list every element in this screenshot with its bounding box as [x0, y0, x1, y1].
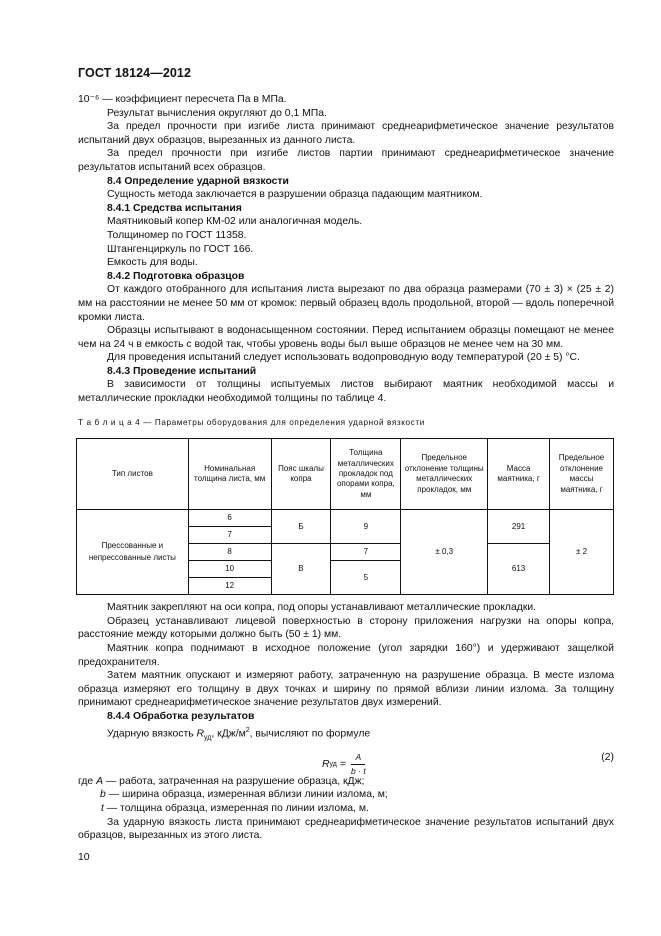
where-line	[78, 802, 614, 816]
pendulum-raising-paragraph: Маятник копра поднимают в исходное положение (угол зарядки 160°) и удерживают защелкой предохранителя.	[78, 643, 614, 668]
where-symbol: A	[96, 775, 103, 787]
section-8-4-2-heading: 8.4.2 Подготовка образцов	[107, 270, 245, 282]
intro-text: , кДж/м	[211, 728, 246, 740]
formula-lhs-subscript: уд	[329, 761, 337, 769]
column-header: Номинальная толщина листа, мм	[188, 439, 271, 510]
water-temperature-paragraph: Для проведения испытаний следует использовать водопроводную воду температурой (20 ± 5) °С.	[107, 352, 580, 364]
column-header: Тип листов	[77, 439, 189, 510]
table-caption: Т а б л и ц а 4 — Параметры оборудования для определения ударной вязкости	[78, 417, 425, 427]
shim-thickness-cell: 7	[331, 544, 401, 561]
where-line	[78, 788, 614, 802]
sheet-type-cell: Прессованные и непрессованные листы	[77, 510, 189, 595]
pendulum-mass-cell: 291	[488, 510, 550, 544]
pendulum-mass-cell: 613	[488, 544, 550, 595]
formula-lhs: R	[322, 759, 330, 771]
where-symbol: b	[100, 789, 106, 801]
thickness-cell: 8	[188, 544, 271, 561]
equipment-parameters-table	[76, 438, 614, 595]
section-8-4-heading: 8.4 Определение ударной вязкости	[107, 175, 289, 187]
thickness-cell: 6	[188, 510, 271, 527]
specimen-placement-paragraph: Образец устанавливают лицевой поверхностью в сторону приложения нагрузки на опоры копра, расстояние между которыми должно быть (50 ± 1) мм.	[78, 615, 614, 641]
column-header: Предельное отклонение толщины металлических прокладок, мм	[401, 439, 488, 510]
where-symbol: t	[101, 802, 104, 814]
sheet-strength-paragraph: За предел прочности при изгибе листа принимают среднеарифметическое значение результатов испытаний двух образцов, вырезанных из данного листа.	[78, 121, 614, 146]
section-8-4-3-heading: 8.4.3 Проведение испытаний	[107, 365, 257, 377]
column-header: Пояс шкалы копра	[271, 439, 331, 510]
document-body	[78, 93, 614, 843]
where-text: — ширина образца, измеренная вблизи линии излома, м;	[105, 789, 388, 801]
impact-strength-intro	[78, 724, 614, 745]
table-row	[77, 510, 614, 527]
shim-thickness-cell: 9	[331, 510, 401, 544]
page-number: 10	[78, 852, 90, 863]
water-saturation-paragraph: Образцы испытывают в водонасыщенном состоянии. Перед испытанием образцы помещают не менее чем на 24 ч в емкость с водой так, чтобы уровень воды был выше образцов не менее чем на 30 мм.	[78, 325, 614, 350]
scale-belt-cell: Б	[271, 510, 331, 544]
column-header: Толщина металлических прокладок под опорами копра, мм	[331, 439, 401, 510]
formula-block	[78, 747, 614, 777]
scale-belt-cell: В	[271, 544, 331, 595]
intro-text: , вычисляют по формуле	[249, 728, 371, 740]
section-8-4-4-heading: 8.4.4 Обработка результатов	[107, 711, 255, 722]
equipment-item: Штангенциркуль по ГОСТ 166.	[107, 243, 254, 255]
where-text: — работа, затраченная на разрушение образца, кДж;	[103, 775, 365, 787]
formula-number: (2)	[601, 751, 614, 763]
formula-denominator: b · t	[350, 766, 366, 777]
equipment-item: Емкость для воды.	[107, 257, 198, 269]
where-prefix: где	[78, 775, 97, 787]
formula-numerator: A	[351, 751, 365, 766]
section-8-4-intro: Сущность метода заключается в разрушении образца падающим маятником.	[107, 189, 483, 201]
measurement-paragraph: Затем маятник опускают и измеряют работу, затраченную на разрушение образца. В месте излома образца измеряют его толщину в двух точках и ширину по прямой вблизи линии излома. За толщину принимают среднеарифметическое значение результатов двух измерений.	[78, 670, 614, 709]
formula-expression	[322, 751, 368, 779]
equipment-item: Толщиномер по ГОСТ 11358.	[107, 229, 247, 241]
table-header-row	[77, 439, 614, 510]
column-header: Предельное отклонение массы маятника, г	[550, 439, 614, 510]
pendulum-mounting-paragraph: Маятник закрепляют на оси копра, под опоры устанавливают металлические прокладки.	[107, 602, 537, 614]
formula-equals: =	[339, 759, 346, 771]
where-text: — толщина образца, измеренная по линии излома, м.	[103, 802, 369, 814]
unit-superscript: 2	[245, 726, 250, 734]
shim-thickness-cell: 5	[331, 561, 401, 595]
thickness-cell: 12	[188, 578, 271, 595]
pendulum-selection-paragraph: В зависимости от толщины испытуемых листов выбирают маятник необходимой массы и металлические прокладки необходимой толщины по таблице 4.	[78, 379, 614, 405]
mass-tolerance-cell: ± 2	[550, 510, 614, 595]
equipment-item: Маятниковый копер КМ-02 или аналогичная модель.	[107, 216, 363, 228]
final-result-paragraph: За ударную вязкость листа принимают среднеарифметическое значение результатов испытаний двух образцов, вырезанных из этого листа.	[78, 816, 614, 842]
batch-strength-paragraph: За предел прочности при изгибе листов партии принимают среднеарифметическое значение результатов испытаний всех образцов.	[78, 148, 614, 173]
variable-symbol: R	[196, 728, 205, 740]
rounding-paragraph: Результат вычисления округляют до 0,1 МПа.	[107, 107, 327, 119]
document-header: ГОСТ 18124—2012	[78, 66, 192, 80]
section-8-4-1-heading: 8.4.1 Средства испытания	[107, 202, 242, 214]
variable-subscript: уд	[204, 734, 212, 742]
column-header: Масса маятника, г	[488, 439, 550, 510]
thickness-cell: 7	[188, 527, 271, 544]
formula-fraction	[349, 751, 368, 779]
intro-text: Ударную вязкость	[107, 728, 197, 740]
coefficient-line: 10⁻⁶ — коэффициент пересчета Па в МПа.	[78, 94, 287, 105]
shim-tolerance-cell: ± 0,3	[401, 510, 488, 595]
specimen-cutting-paragraph: От каждого отобранного для испытания листа вырезают по два образца размерами (70 ± 3) × (25 ± 2) мм на расстоянии не менее 50 мм от кромок: первый образец вдоль продольной, второй — вдоль поперечной кромки листа.	[78, 284, 614, 323]
thickness-cell: 10	[188, 561, 271, 578]
